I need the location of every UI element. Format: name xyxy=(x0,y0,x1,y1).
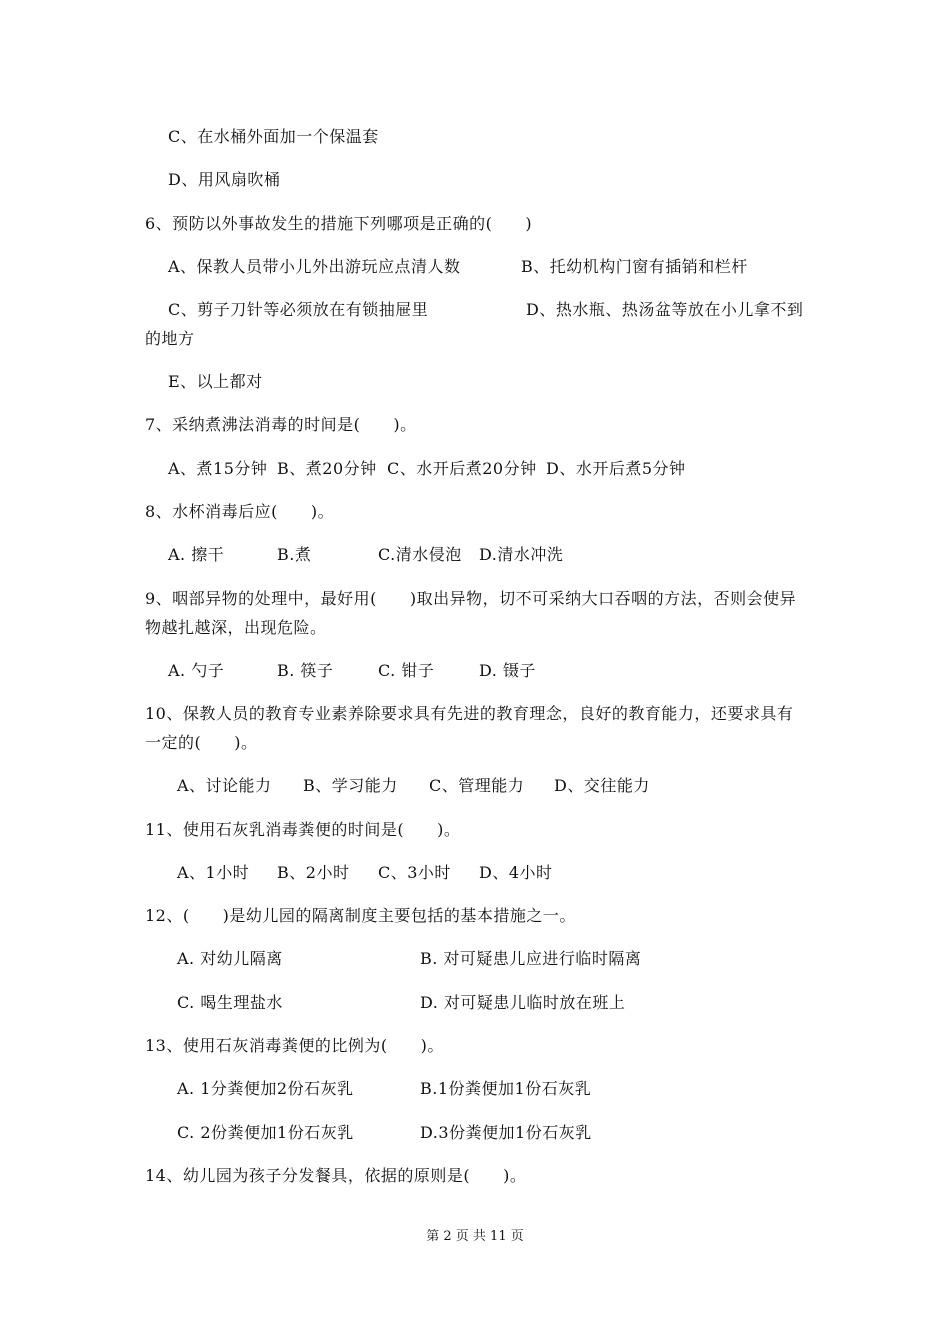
option-a: A. 擦干 xyxy=(168,545,225,564)
option-c: C. 钳子 xyxy=(378,661,435,680)
option-d: D. 镊子 xyxy=(479,661,536,680)
option-a: A、讨论能力 xyxy=(177,776,272,795)
question-12: 12、( )是幼儿园的隔离制度主要包括的基本措施之一。 xyxy=(145,906,576,925)
question-13: 13、使用石灰消毒粪便的比例为( )。 xyxy=(145,1036,444,1055)
option-e: E、以上都对 xyxy=(168,372,263,391)
option-d: D、4小时 xyxy=(479,863,553,882)
option-a: A. 1分粪便加2份石灰乳 xyxy=(177,1079,354,1098)
option-b: B.煮 xyxy=(277,545,312,564)
question-7: 7、采纳煮沸法消毒的时间是( )。 xyxy=(145,415,417,434)
option-b: B、学习能力 xyxy=(303,776,398,795)
option-d: D.清水冲洗 xyxy=(479,545,564,564)
option-a: A、1小时 xyxy=(177,863,250,882)
option-b: B、托幼机构门窗有插销和栏杆 xyxy=(521,257,748,276)
question-10-continued: 一定的( )。 xyxy=(145,733,258,752)
option-c: C、管理能力 xyxy=(429,776,525,795)
option-a: A. 对幼儿隔离 xyxy=(177,949,283,968)
option-a: A、煮15分钟 xyxy=(168,459,268,478)
option-b: B. 对可疑患儿应进行临时隔离 xyxy=(420,949,642,968)
option-d: D、交往能力 xyxy=(554,776,650,795)
option-d: D、热水瓶、热汤盆等放在小儿拿不到 xyxy=(526,300,804,319)
option-c: C、3小时 xyxy=(378,863,451,882)
option-d: D、用风扇吹桶 xyxy=(168,170,281,189)
option-d: D、水开后煮5分钟 xyxy=(546,459,686,478)
option-a: A. 勺子 xyxy=(168,661,225,680)
question-11: 11、使用石灰乳消毒粪便的时间是( )。 xyxy=(145,820,461,839)
page-number-footer: 第 2 页 共 11 页 xyxy=(426,1229,524,1244)
option-a: A、保教人员带小儿外出游玩应点清人数 xyxy=(168,257,461,276)
option-c: C、剪子刀针等必须放在有锁抽屉里 xyxy=(168,300,429,319)
option-b: B、煮20分钟 xyxy=(277,459,377,478)
option-d: D.3份粪便加1份石灰乳 xyxy=(420,1123,592,1142)
question-6: 6、预防以外事故发生的措施下列哪项是正确的( ) xyxy=(145,214,533,233)
option-b: B、2小时 xyxy=(277,863,350,882)
question-9-continued: 物越扎越深，出现危险。 xyxy=(145,618,327,637)
option-c: C. 喝生理盐水 xyxy=(177,993,283,1012)
option-d: D. 对可疑患儿临时放在班上 xyxy=(420,993,626,1012)
option-c: C、在水桶外面加一个保温套 xyxy=(168,127,379,146)
option-c: C、水开后煮20分钟 xyxy=(387,459,537,478)
option-c: C. 2份粪便加1份石灰乳 xyxy=(177,1123,354,1142)
option-b: B. 筷子 xyxy=(277,661,334,680)
option-d-continued: 的地方 xyxy=(145,329,195,348)
question-14: 14、幼儿园为孩子分发餐具，依据的原则是( )。 xyxy=(145,1166,527,1185)
option-c: C.清水侵泡 xyxy=(378,545,462,564)
question-8: 8、水杯消毒后应( )。 xyxy=(145,502,335,521)
option-b: B.1份粪便加1份石灰乳 xyxy=(420,1079,592,1098)
question-10: 10、保教人员的教育专业素养除要求具有先进的教育理念，良好的教育能力，还要求具有 xyxy=(145,704,794,723)
question-9: 9、咽部异物的处理中，最好用( )取出异物，切不可采纳大口吞咽的方法，否则会使异 xyxy=(145,589,797,608)
